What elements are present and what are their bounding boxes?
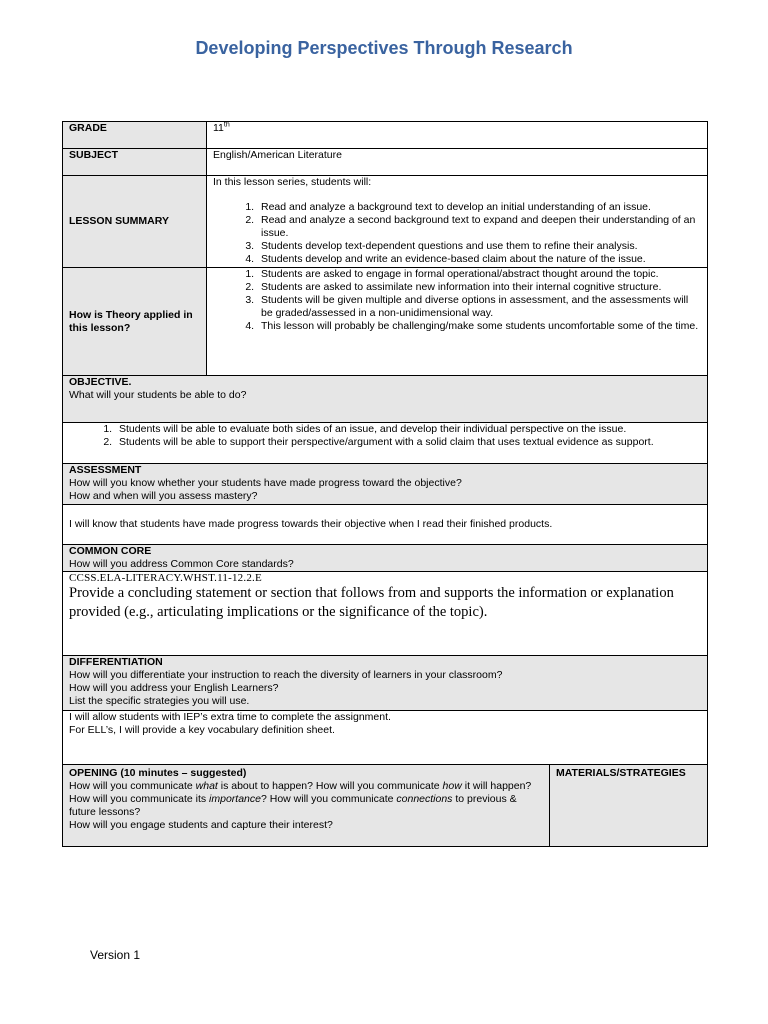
version-label: Version 1 [90, 948, 141, 962]
opening-question-1: How will you communicate what is about to happen? How will you communicate how it will happen? [69, 780, 532, 792]
differentiation-answer-row [63, 711, 708, 765]
list-item: 2. Students are asked to assimilate new information into their internal cognitive structure. [257, 281, 701, 294]
assessment-header [63, 464, 708, 505]
lesson-summary-label: LESSON SUMMARY [63, 176, 207, 268]
opening-cell [63, 765, 550, 847]
differentiation-label: DIFFERENTIATION [69, 656, 163, 668]
grade-row [63, 122, 708, 149]
list-item: 1. Students will be able to evaluate both sides of an issue, and develop their individual perspective on the issue. [115, 423, 701, 436]
grade-label: GRADE [63, 122, 207, 149]
subject-label: SUBJECT [63, 149, 207, 176]
opening-label: OPENING (10 minutes – suggested) [69, 767, 247, 779]
common-core-question: How will you address Common Core standards? [69, 558, 294, 570]
objective-answer [63, 423, 708, 464]
objective-header-row [63, 376, 708, 423]
objective-list [69, 423, 701, 449]
lesson-summary-intro: In this lesson series, students will: [213, 176, 372, 188]
subject-value: English/American Literature [207, 149, 708, 176]
opening-question-2: How will you communicate its importance? How will you communicate connections to previous & future lessons? [69, 793, 517, 818]
common-core-header [63, 545, 708, 572]
assessment-label: ASSESSMENT [69, 464, 142, 476]
common-core-text: Provide a concluding statement or section that follows from and supports the information or explanation provided (e.g., articulating implications or the significance of the topic). [69, 585, 674, 620]
theory-label: How is Theory applied in this lesson? [63, 268, 207, 376]
opening-question-3: How will you engage students and capture their interest? [69, 819, 333, 831]
assessment-question-2: How and when will you assess mastery? [69, 490, 258, 502]
lesson-summary-content [207, 176, 708, 268]
assessment-answer-row [63, 505, 708, 545]
theory-content [207, 268, 708, 376]
common-core-answer-row [63, 572, 708, 656]
list-item: 1. Students are asked to engage in formal operational/abstract thought around the topic. [257, 268, 701, 281]
differentiation-answer-1: I will allow students with IEP’s extra time to complete the assignment. [69, 711, 391, 723]
list-item: 4. This lesson will probably be challenging/make some students uncomfortable some of the time. [257, 320, 701, 333]
differentiation-header [63, 656, 708, 711]
objective-header [63, 376, 708, 423]
differentiation-question-1: How will you differentiate your instruction to reach the diversity of learners in your classroom? [69, 669, 503, 681]
differentiation-answer [63, 711, 708, 765]
grade-value: 11th [207, 122, 708, 149]
objective-question: What will your students be able to do? [69, 389, 247, 401]
common-core-header-row [63, 545, 708, 572]
differentiation-question-3: List the specific strategies you will use. [69, 695, 250, 707]
common-core-code: CCSS.ELA-LITERACY.WHST.11-12.2.E [69, 572, 262, 584]
differentiation-question-2: How will you address your English Learners? [69, 682, 279, 694]
list-item: 3. Students will be given multiple and diverse options in assessment, and the assessments will be graded/assessed in a non-unidimensional way. [257, 294, 701, 320]
assessment-answer: I will know that students have made progress towards their objective when I read their finished products. [63, 505, 708, 545]
differentiation-header-row [63, 656, 708, 711]
differentiation-answer-2: For ELL’s, I will provide a key vocabulary definition sheet. [69, 724, 335, 736]
lesson-plan-table [62, 121, 708, 847]
common-core-label: COMMON CORE [69, 545, 152, 557]
theory-row [63, 268, 708, 376]
objective-answer-row [63, 423, 708, 464]
materials-strategies-label: MATERIALS/STRATEGIES [550, 765, 708, 847]
theory-list [213, 268, 701, 333]
list-item: 1. Read and analyze a background text to develop an initial understanding of an issue. [257, 201, 701, 214]
list-item: 3. Students develop text-dependent questions and use them to refine their analysis. [257, 240, 701, 253]
assessment-header-row [63, 464, 708, 505]
list-item: 4. Students develop and write an evidence-based claim about the nature of the issue. [257, 253, 701, 266]
objective-label: OBJECTIVE. [69, 376, 132, 388]
list-item: 2. Students will be able to support their perspective/argument with a solid claim that uses textual evidence as support. [115, 436, 701, 449]
lesson-summary-row [63, 176, 708, 268]
subject-row [63, 149, 708, 176]
grade-superscript: th [223, 121, 230, 129]
page-title: Developing Perspectives Through Research [195, 38, 573, 58]
opening-row [63, 765, 708, 847]
list-item: 2. Read and analyze a second background text to expand and deepen their understanding of an issue. [257, 214, 701, 240]
common-core-answer [63, 572, 708, 656]
lesson-summary-list [213, 201, 701, 266]
assessment-question-1: How will you know whether your students have made progress toward the objective? [69, 477, 462, 489]
